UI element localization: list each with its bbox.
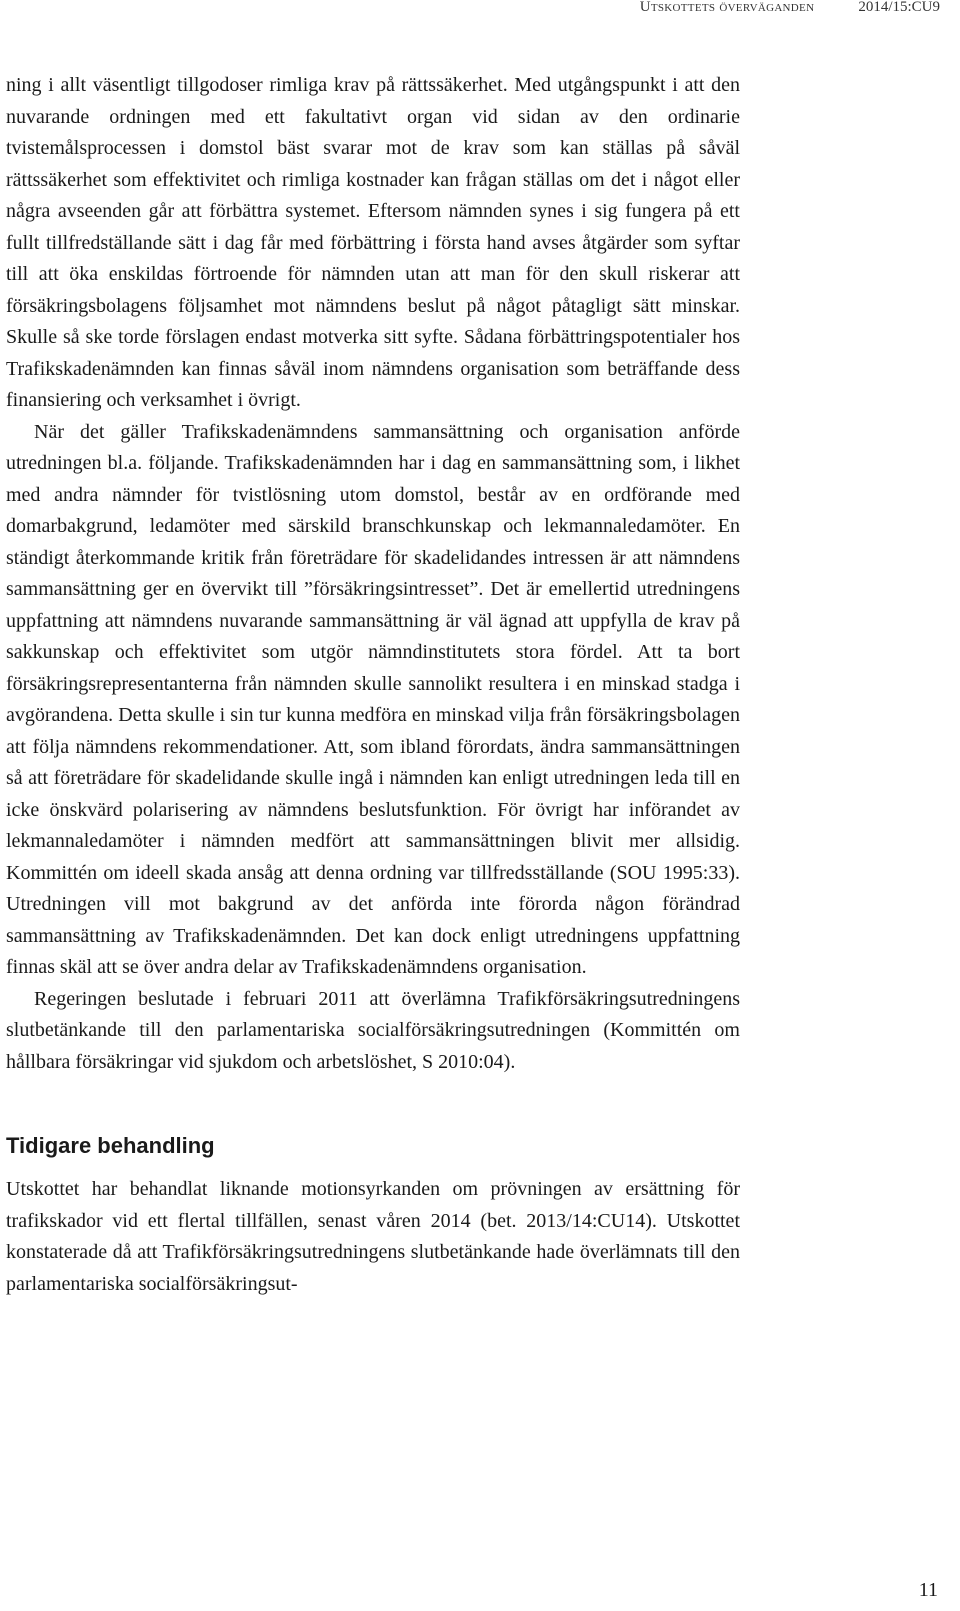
running-header xyxy=(0,0,940,28)
paragraph-committee-composition: När det gäller Trafikskadenämndens sammansättning och organisation anförde utredningen bl.a. följande. Trafikskadenämnden har i dag en sammansättning som, i likhet med andra nämnder för tvistlösning utom domstol, består av en ordförande med domarbakgrund, ledamöter med särskild branschkunskap och lekmannaledamöter. En ständigt återkommande kritik från företrädare för skadelidandes intressen är att nämndens sammansättning ger en övervikt till ”försäkringsintresset”. Det är emellertid utredningens uppfattning att nämndens nuvarande sammansättning är väl ägnad att uppfylla de krav på sakkunskap och effektivitet som utgör nämndinstitutets stora fördel. Att ta bort försäkringsrepresentanterna från nämnden skulle sannolikt resultera i en minskad stadga i avgörandena. Detta skulle i sin tur kunna medföra en minskad vilja från försäkringsbolagen att följa nämndens rekommendationer. Att, som ibland förordats, ändra sammansättningen så att företrädare för skadelidande skulle ingå i nämnden kan enligt utredningen leda till en icke önskvärd polarisering av nämndens beslutsfunktion. För övrigt har införandet av lekmannaledamöter i nämnden medfört att sammansättningen blivit mer allsidig. Kommittén om ideell skada ansåg att denna ordning var tillfredsställande (SOU 1995:33). Utredningen vill mot bakgrund av det anförda inte förorda någon förändrad sammansättning av Trafikskadenämnden. Det kan dock enligt utredningens uppfattning finnas skäl att se över andra delar av Trafikskadenämndens organisation. xyxy=(6,420,740,978)
page-number: 11 xyxy=(918,1579,938,1601)
paragraph-continuation: ning i allt väsentligt tillgodoser rimliga krav på rättssäkerhet. Med utgångspunkt i att den nuvarande ordningen med ett fakultativt organ vid sidan av den ordinarie tvistemålsprocessen i domstol bäst svarar mot de krav som kan ställas på såväl rättssäkerhet som effektivitet och rimliga kostnader kan frågan ställas om det i något eller några avseenden går att förbättra systemet. Eftersom nämnden synes i sig fungera på ett fullt tillfredställande sätt i dag får med förbättring i första hand avses åtgärder som syftar till att öka enskildas förtroende för nämnden utan att man för den skull riskerar att försäkringsbolagens följsamhet mot nämndens beslut på något påtagligt sätt minskar. Skulle så ske torde förslagen endast motverka sitt syfte. Sådana förbättringspotentialer hos Trafikskadenämnden kan finnas såväl inom nämndens organisation som beträffande dess finansiering och verksamhet i övrigt. xyxy=(6,74,740,411)
page-body xyxy=(6,70,740,1300)
header-section-title: Utskottets överväganden xyxy=(639,0,815,15)
header-document-reference: 2014/15:CU9 xyxy=(858,0,940,15)
section-heading: Tidigare behandling xyxy=(6,1133,215,1158)
paragraph-government-decision: Regeringen beslutade i februari 2011 att överlämna Trafikförsäkringsutredningens slutbetänkande till den parlamentariska socialförsäkringsutredningen (Kommittén om hållbara försäkringar vid sjukdom och arbetslöshet, S 2010:04). xyxy=(6,987,740,1073)
paragraph-previous-treatment: Utskottet har behandlat liknande motionsyrkanden om prövningen av ersättning för trafikskador vid ett flertal tillfällen, senast våren 2014 (bet. 2013/14:CU14). Utskottet konstaterade då att Trafikförsäkringsutredningens slutbetänkande hade överlämnats till den parlamentariska socialförsäkringsut- xyxy=(6,1178,740,1295)
